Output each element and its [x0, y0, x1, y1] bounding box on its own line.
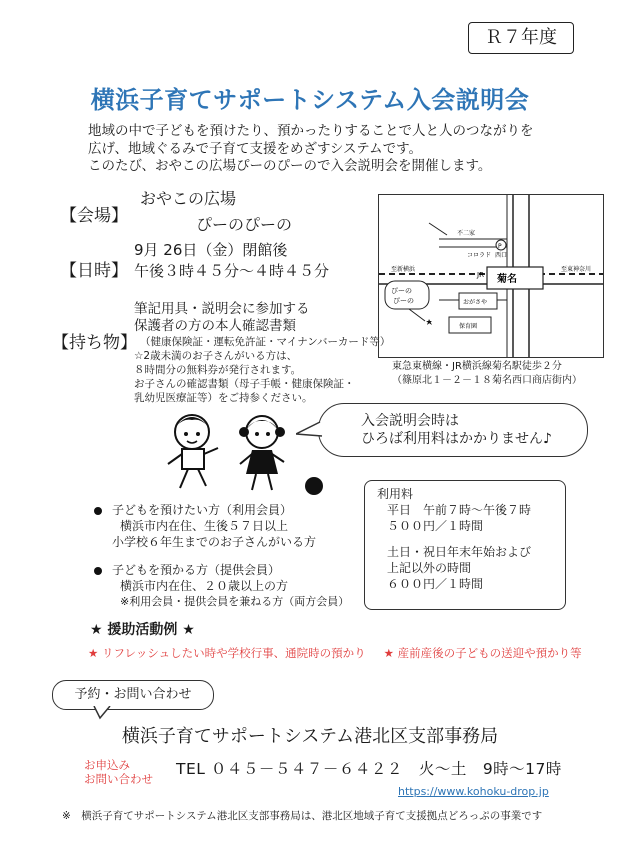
intro-line: 地域の中で子どもを預けたり、預かったりすることで人と人のつながりを: [88, 123, 534, 139]
map-label-corolla: コロラド: [467, 252, 492, 259]
support-examples: [88, 645, 582, 661]
map-label-jr: JR: [477, 271, 484, 279]
map-caption-line: 東急東横線・JR横浜線菊名駅徒歩２分: [392, 361, 562, 372]
fee-box: [364, 480, 566, 610]
belongings-list: [134, 301, 390, 405]
bubble-line: 入会説明会時は: [361, 413, 459, 429]
user-member-title-text: 子どもを預けたい方（利用会員）: [112, 503, 293, 517]
fiscal-year-badge: Ｒ７年度: [468, 22, 574, 54]
map-caption-line: （篠原北１－２－１８菊名西口商店街内）: [392, 375, 582, 386]
fee-other-hours: 上記以外の時間: [387, 561, 472, 575]
provider-member-title: [94, 562, 349, 578]
bubble-tail: [296, 420, 326, 440]
apply-label: [84, 758, 153, 786]
map-label-venue: ぴーの: [393, 297, 414, 305]
belongings-line: 筆記用具・説明会に参加する: [134, 301, 310, 317]
user-member-title: [94, 502, 316, 518]
contact-tag: 予約・お問い合わせ: [52, 680, 214, 710]
fee-weekday-price: ５００円／１時間: [387, 519, 484, 533]
support-examples-title: ★ 援助活動例 ★: [90, 622, 195, 638]
map-arrow: [429, 223, 447, 235]
user-member-section: [94, 502, 316, 550]
map-pointer: [409, 309, 425, 321]
support-example: ★ 産前産後の子どもの送迎や預かり等: [383, 646, 582, 660]
apply-line: お問い合わせ: [84, 772, 153, 786]
provider-member-section: [94, 562, 349, 610]
belongings-line: 保護者の方の本人確認書類: [134, 318, 296, 334]
belongings-note: ８時間分の無料券が発行されます。: [134, 364, 302, 376]
intro-line: 広げ、地域ぐるみで子育て支援をめざすシステムです。: [88, 140, 422, 157]
venue-label: 【会場】: [60, 206, 128, 226]
map-label-road-left: 至新横浜: [391, 266, 416, 273]
intro-text: [88, 123, 534, 176]
ball-icon: [305, 477, 323, 495]
bullet-icon: [94, 567, 102, 575]
provider-member-note: ※利用会員・提供会員を兼ねる方（両方会員）: [120, 595, 350, 608]
date-line: 9月 26日（金）閉館後: [134, 241, 288, 259]
provider-member-line: 横浜市内在住、２０歳以上の方: [120, 579, 289, 593]
map-label-venue: ぴーの: [391, 287, 412, 295]
bullet-icon: [94, 507, 102, 515]
phone-and-hours: TEL ０４５－５４７－６４２２ 火～土 9時～17時: [176, 760, 562, 778]
belongings-note: お子さんの確認書類（母子手帳・健康保険証・: [134, 378, 355, 390]
fee-weekday-hours: 平日 午前７時～午後７時: [387, 503, 532, 517]
venue-name-line2: ぴーのぴーの: [196, 215, 293, 234]
boy-figure: [168, 415, 218, 488]
info-speech-bubble: [318, 403, 588, 457]
map-label-nursery: 保育園: [459, 323, 478, 330]
venue-star-icon: [426, 319, 432, 325]
footnote: ※ 横浜子育てサポートシステム港北区支部事務局は、港北区地域子育て支援拠点どろっぷの事業です: [62, 810, 543, 822]
map-caption: [392, 360, 582, 388]
girl-figure: [239, 416, 285, 490]
contact-tag-tail: [92, 706, 116, 720]
time-line: 午後３時４５分～４時４５分: [134, 262, 330, 280]
map-label-west-exit: 西口: [495, 252, 508, 259]
belongings-note: 乳幼児医療証等）をご持参ください。: [134, 392, 313, 404]
support-example: ★ リフレッシュしたい時や学校行事、通院時の預かり: [88, 646, 366, 660]
belongings-note: ☆2歳未満のお子さんがいる方は、: [134, 350, 298, 362]
fee-other-price: ６００円／１時間: [387, 577, 484, 591]
datetime-label: 【日時】: [60, 261, 128, 281]
website-link[interactable]: https://www.kohoku-drop.jp: [398, 785, 549, 798]
belongings-id-examples: （健康保険証・運転免許証・マイナンバーカード等）: [140, 336, 391, 348]
user-member-line: 小学校６年生までのお子さんがいる方: [112, 535, 317, 549]
intro-line: このたび、おやこの広場ぴーのぴーので入会説明会を開催します。: [88, 158, 492, 174]
map-label-station: 菊名: [497, 274, 517, 285]
office-name: 横浜子育てサポートシステム港北区支部事務局: [121, 726, 499, 747]
map-label-road-right: 至東神奈川: [561, 266, 592, 273]
map-label-shop: おがさや: [463, 299, 488, 306]
bubble-line: ひろば利用料はかかりません♪: [361, 431, 552, 447]
belongings-label: 【持ち物】: [52, 333, 137, 353]
apply-line: お申込み: [84, 758, 130, 772]
provider-member-title-text: 子どもを預かる方（提供会員）: [112, 563, 281, 577]
user-member-line: 横浜市内在住、生後５７日以上: [120, 519, 289, 533]
fee-title: 利用料: [377, 487, 414, 501]
map-label-fujiya: 不二家: [457, 230, 476, 237]
venue-name-line1: おやこの広場: [140, 189, 237, 208]
map-label-parking: P: [498, 243, 502, 250]
access-map: [378, 194, 604, 358]
fee-other-hours: 土日・祝日年末年始および: [387, 545, 532, 559]
page-title: 横浜子育てサポートシステム入会説明会: [90, 86, 530, 114]
access-map-drawing: [379, 195, 603, 357]
